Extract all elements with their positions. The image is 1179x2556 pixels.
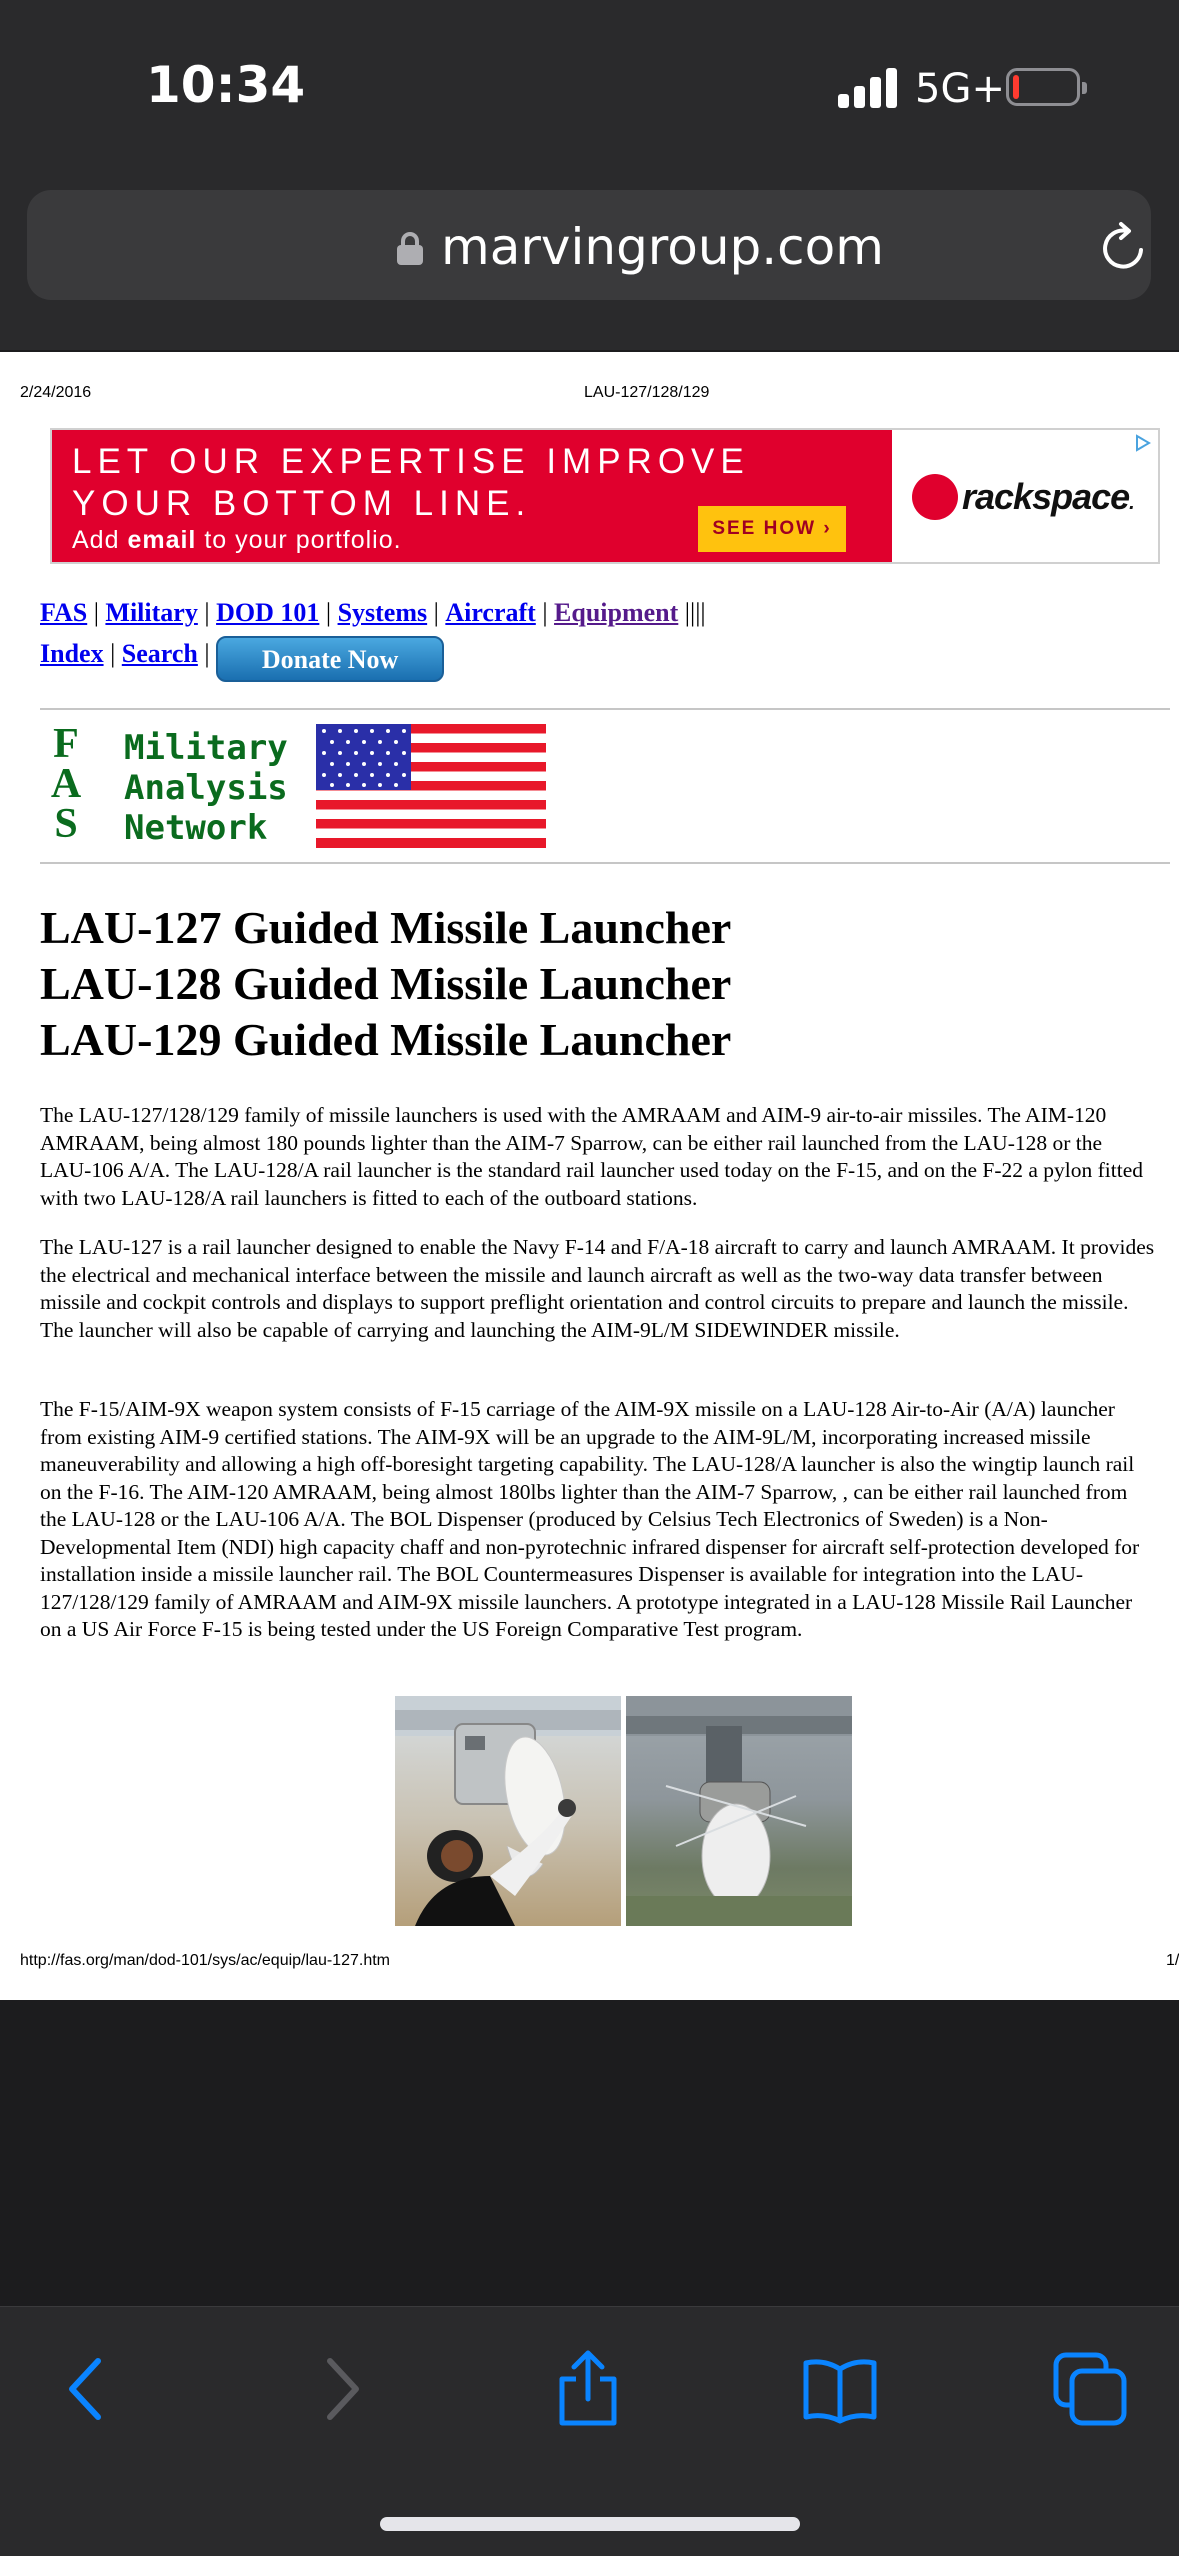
nav-trailing-bars: |||| [684, 598, 706, 627]
donate-now-button[interactable]: Donate Now [216, 636, 444, 682]
home-indicator[interactable] [380, 2517, 800, 2531]
us-flag-icon [316, 724, 546, 848]
nav-link-fas[interactable]: FAS [40, 598, 88, 627]
adchoices-icon[interactable] [1134, 434, 1152, 452]
bookmarks-icon[interactable] [800, 2349, 880, 2429]
nav-link-dod-101[interactable]: DOD 101 [216, 598, 320, 627]
status-bar [0, 0, 1179, 170]
heading-lau-129: LAU-129 Guided Missile Launcher [40, 1014, 732, 1065]
tabs-icon[interactable] [1050, 2349, 1130, 2429]
rackspace-logo: rackspace. [912, 466, 1152, 526]
back-icon[interactable] [48, 2349, 128, 2429]
paragraph-aim-9x: The F-15/AIM-9X weapon system consists of F-15 carriage of the AIM-9X missile on a LAU-128 Air-to-Air (A/A) launcher from existing AIM-9 certified stations. The AIM-9X will be an upgrade to the AIM-9L/M, incorporating increased missile maneuverability and allowing a high off-boresight targeting capability. The LAU-128/A launcher is also the wingtip launch rail on the F-16. The AIM-120 AMRAAM, being almost 180lbs lighter than the AIM-7 Sparrow, , can be either rail launched from the LAU-128 or the LAU-106 A/A. The BOL Dispenser (produced by Celsius Tech Electronics of Sweden) is a Non-Developmental Item (NDI) high capacity chaff and non-pyrotechnic infrared dispenser for aircraft self-protection developed for installation inside a missile launcher rail. The BOL Countermeasures Dispenser is available for integration into the LAU-127/128/129 family of AMRAAM and AIM-9X missile launchers. A prototype integrated in a LAU-128 Missile Rail Launcher on a US Air Force F-15 is being tested under the US Foreign Comparative Test program. [40, 1397, 1140, 1641]
rackspace-ad-banner[interactable] [50, 428, 1160, 564]
nav-link-equipment[interactable]: Equipment [554, 598, 679, 627]
pdf-header-title: LAU-127/128/129 [584, 384, 710, 401]
paragraph-lau-127: The LAU-127 is a rail launcher designed to enable the Navy F-14 and F/A-18 aircraft to carry and launch AMRAAM. It provides the electrical and mechanical interface between the missile and launch aircraft as well as the two-way data transfer between missile and cockpit controls and displays to support preflight orientation and control circuits to prepare and launch the missile. The launcher will also be capable of carrying and launching the AIM-9L/M SIDEWINDER missile. [40, 1235, 1155, 1342]
ad-see-how-button[interactable]: SEE HOW › [698, 506, 846, 552]
nav-link-search[interactable]: Search [121, 639, 198, 668]
lock-icon [397, 232, 423, 264]
pdf-header-date: 2/24/2016 [20, 384, 92, 401]
launcher-photo-ground-crew[interactable] [395, 1696, 621, 1926]
divider [40, 862, 1170, 864]
ad-headline-line1: LET OUR EXPERTISE IMPROVE [72, 442, 750, 481]
nav-link-aircraft[interactable]: Aircraft [445, 598, 536, 627]
battery-level [1013, 75, 1019, 99]
pdf-page [0, 352, 1179, 2000]
heading-lau-127: LAU-127 Guided Missile Launcher [40, 902, 732, 953]
cellular-signal-icon [838, 66, 898, 108]
pdf-footer-page: 1/ [1166, 1952, 1179, 1969]
page-title [40, 900, 731, 1068]
ad-headline-line2: YOUR BOTTOM LINE. [72, 484, 532, 523]
network-type: 5G+ [915, 66, 1005, 112]
nav-link-index[interactable]: Index [40, 639, 104, 668]
browser-toolbar [0, 2306, 1179, 2556]
site-navigation: FAS | Military | DOD 101 | Systems | Aircraft | Equipment |||| Index | Search | Donate Now [40, 596, 1140, 676]
nav-link-systems[interactable]: Systems [337, 598, 428, 627]
address-bar[interactable] [27, 190, 1151, 300]
fas-letters: F A S [50, 721, 82, 847]
fas-military-analysis-network-logo[interactable] [46, 721, 546, 854]
ad-subline: Add email to your portfolio. [72, 526, 402, 554]
browser-address-area [0, 170, 1179, 350]
paragraph-overview: The LAU-127/128/129 family of missile launchers is used with the AMRAAM and AIM-9 air-to-air missiles. The AIM-120 AMRAAM, being almost 180 pounds lighter than the AIM-7 Sparrow, can be either rail launched from the LAU-128 or the LAU-106 A/A. The LAU-128/A rail launcher is the standard rail launcher used today on the F-15, and on the F-22 a pylon fitted with two LAU-128/A rail launchers is fitted to each of the outboard stations. [40, 1103, 1144, 1210]
share-icon[interactable] [548, 2349, 628, 2429]
logo-words: Military Analysis Network [124, 728, 288, 848]
battery-icon [1006, 68, 1080, 106]
forward-icon[interactable] [300, 2349, 380, 2429]
rackspace-mark-icon [912, 474, 958, 520]
url-text[interactable]: marvingroup.com [441, 218, 884, 276]
launcher-photo-missile-closeup[interactable] [626, 1696, 852, 1926]
status-time: 10:34 [146, 56, 306, 114]
nav-link-military[interactable]: Military [105, 598, 198, 627]
reload-icon[interactable] [1097, 220, 1151, 274]
heading-lau-128: LAU-128 Guided Missile Launcher [40, 958, 732, 1009]
pdf-footer-url: http://fas.org/man/dod-101/sys/ac/equip/lau-127.htm [20, 1952, 390, 1969]
ad-message-panel [52, 430, 892, 562]
divider [40, 708, 1170, 710]
